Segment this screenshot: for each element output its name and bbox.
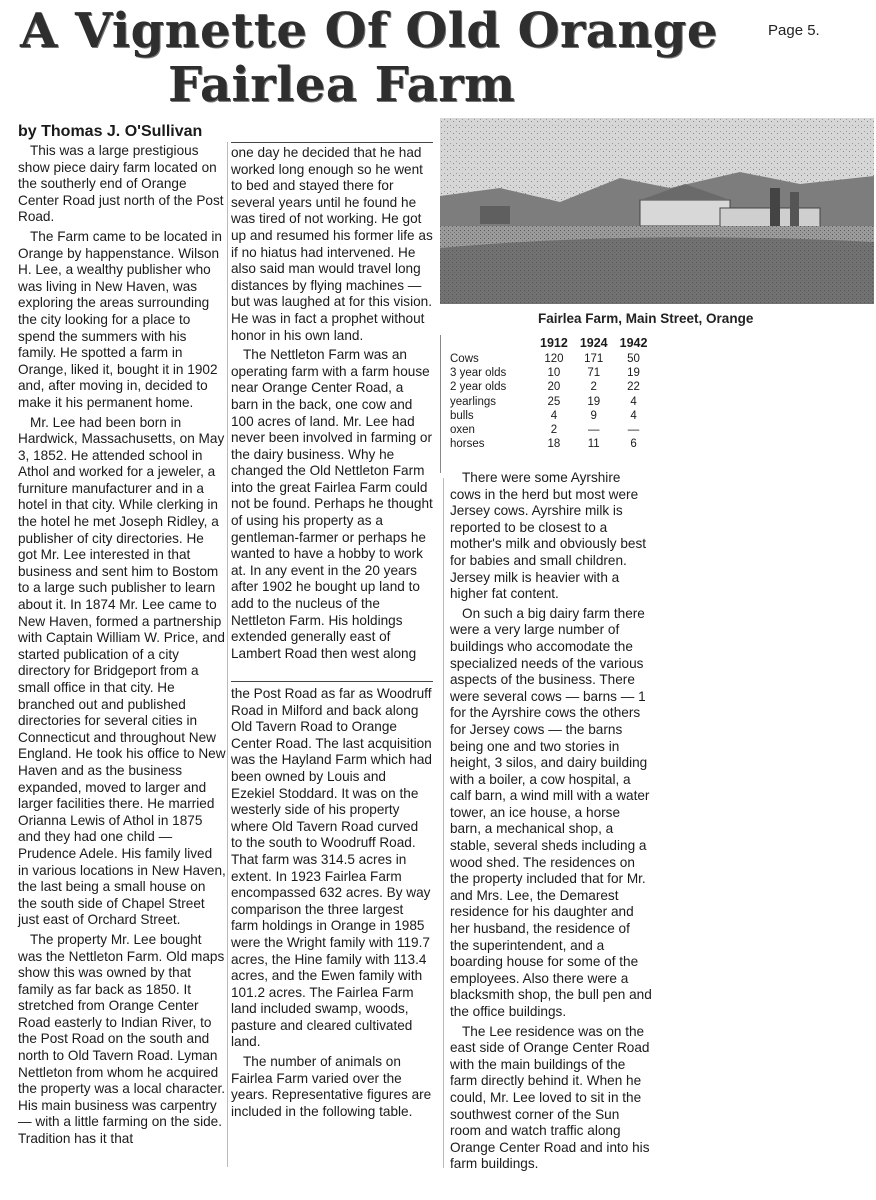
table-row (448, 395, 653, 409)
cell: — (627, 424, 640, 437)
article-column-2-lower (231, 686, 433, 1123)
farm-photo (440, 118, 874, 304)
cell: 4 (630, 409, 637, 422)
table-header: 1924 (579, 336, 608, 350)
paragraph: There were some Ayrshire cows in the herd but most were Jersey cows. Ayrshire milk is reported to be closest to a mother's milk and obviously best for babies and small children. Jersey milk is heavier with a higher fat content. (450, 470, 647, 602)
cell: 22 (627, 381, 640, 394)
table-header: 1912 (540, 336, 568, 350)
cell: 9 (590, 409, 597, 422)
cell: 11 (587, 438, 600, 451)
row-label: 2 year olds (450, 381, 507, 394)
table-row (448, 366, 653, 380)
cell: 18 (547, 438, 561, 451)
column-3-left-rule (443, 478, 444, 1168)
byline: by Thomas J. O'Sullivan (18, 123, 203, 140)
cell: 4 (630, 395, 637, 408)
cell: 120 (544, 353, 564, 365)
paragraph: the Post Road as far as Woodruff Road in Milford and back along Old Tavern Road to Orange Center Road. The last acquisition was the Hayland Farm which had been owned by Louis and Ezekiel Stoddard. It was on the westerly side of his property where Old Tavern Road curved to the south to Woodruff Road. That farm was 314.5 acres in extent. In 1923 Fairlea Farm encompassed 632 acres. By way comparison the three largest farm holdings in Orange in 1985 were the Wright family with 119.7 acres, the Hine family with 113.4 acres, and the Ewen family with 101.2 acres. The Fairlea Farm land included swamp, woods, pasture and cleared cultivated land. (231, 686, 432, 1050)
page-number: Page 5. (768, 22, 820, 39)
article-column-1 (18, 143, 226, 1151)
paragraph: one day he decided that he had worked long enough so he went to bed and stayed there for several years until he found he was tired of not working. He got up and resumed his former life as if no hiatus had intervened. He also said man would travel long distances by flying machines — but was laughed at for this vision. He was in fact a prophet without honor in his own land. (231, 145, 433, 343)
paragraph: This was a large prestigious show piece dairy farm located on the southerly end of Orange Center Road just north of the Post Road. (18, 143, 224, 225)
row-label: 3 year olds (450, 367, 507, 380)
headline-line-1: A Vignette Of Old Orange (20, 3, 718, 59)
row-label: horses (450, 438, 485, 451)
table-row (448, 352, 653, 366)
paragraph: The Lee residence was on the east side of Orange Center Road with the main buildings of the farm directly behind it. When he could, Mr. Lee loved to sit in the southwest corner of the Sun room and watch traffic along Orange Center Road and into his farm buildings. (450, 1023, 650, 1172)
table-divider-left (440, 335, 441, 473)
cell: 19 (587, 395, 601, 408)
cell: 2 (590, 381, 597, 394)
table-row (448, 409, 653, 423)
row-label: oxen (450, 424, 475, 437)
paragraph: The number of animals on Fairlea Farm varied over the years. Representative figures are included in the following table. (231, 1054, 432, 1119)
cell: 171 (584, 353, 604, 365)
table-header-row (448, 336, 653, 352)
paragraph: The property Mr. Lee bought was the Nettleton Farm. Old maps show this was owned by that family as far back as 1850. It stretched from Orange Center Road easterly to Indian River, to the Post Road on the south and north to Old Tavern Road. Lyman Nettleton from whom he acquired the property was a local character. His main business was carpentry — with a little farming on the side. Tradition has it that (18, 931, 226, 1147)
paragraph: Mr. Lee had been born in Hardwick, Massachusetts, on May 3, 1852. He attended school in Athol and worked for a jeweler, a furniture manufacturer and in a hotel in that city. While clerking in the hotel he met Joseph Ridley, a publisher of city directories. He got Mr. Lee interested in that business and sent him to Bostom to a large such publisher to learn about it. In 1874 Mr. Lee came to New Haven, formed a partnership with Captain William W. Price, and started publication of a city directory for Bridgeport from a small office in that city. He branched out and published directories for several cities in Connecticut and throughout New England. He took his office to New Haven and as the business expanded, moved to larger and larger facilities there. He married Orianna Lewis of Athol in 1875 and they had one child — Prudence Adele. His family lived in various locations in New Haven, the last being a small house on the south side of Chapel Street just east of Orchard Street. (18, 414, 226, 928)
row-label: bulls (450, 409, 474, 422)
article-column-2 (231, 145, 433, 665)
animal-count-table (448, 336, 653, 451)
cell: 19 (627, 367, 640, 380)
cell: 20 (547, 381, 561, 394)
cell: 25 (547, 395, 561, 408)
cell: 4 (550, 409, 558, 422)
cell: 71 (587, 367, 601, 380)
row-label: Cows (450, 353, 479, 365)
cell: 6 (630, 438, 637, 451)
cell: 50 (627, 353, 640, 365)
table-row (448, 437, 653, 451)
table-header (448, 336, 534, 352)
column-top-rule (231, 142, 433, 143)
cell: — (587, 424, 600, 437)
column-2-left-rule (227, 142, 228, 1167)
paragraph: The Farm came to be located in Orange by happenstance. Wilson H. Lee, a wealthy publisher who was living in New Haven, was exploring the areas surrounding the city looking for a place to spend the summers with his family. He spotted a farm in Orange, liked it, bought it in 1902 and, after moving in, decided to make it his permanent home. (18, 228, 222, 410)
headline-line-2: Fairlea Farm (168, 57, 516, 113)
cell: 10 (547, 367, 561, 380)
table-row (448, 380, 653, 394)
photo-caption: Fairlea Farm, Main Street, Orange (538, 311, 754, 326)
paragraph: On such a big dairy farm there were a very large number of buildings who accomodate the specialized needs of the various aspects of the business. There were several cows — barns — 1 for the Ayrshire cows the others for Jersey cows — the barns being one and two stories in height, 3 silos, and dairy building with a boiler, a cow hospital, a calf barn, a wind mill with a water tower, an ice house, a horse barn, a mechanical shop, a stable, several sheds including a wood shed. The residences on the property included that for Mr. and Mrs. Lee, the Demarest residence for his daughter and her husband, the residence of the superintendent, and a boarding house for some of the employees. Also there were a blacksmith shop, the bull pen and the office buildings. (450, 605, 652, 1019)
paragraph: The Nettleton Farm was an operating farm with a farm house near Orange Center Road, a barn in the back, one cow and 100 acres of land. Mr. Lee had never been involved in farming or the dairy business. Why he changed the Old Nettleton Farm into the great Fairlea Farm could not be found. Perhaps he thought of using his property as a gentleman-farmer or perhaps he wanted to have a hobby to work at. In any event in the 20 years after 1902 he bought up land to add to the nucleus of the Nettleton Farm. His holdings extended generally east of Lambert Road then west along (231, 347, 433, 661)
table-header: 1942 (619, 336, 648, 350)
row-label: yearlings (450, 395, 497, 408)
column-2-divider (231, 681, 433, 682)
cell: 2 (550, 424, 558, 437)
table-row (448, 423, 653, 437)
article-column-3 (450, 470, 652, 1176)
